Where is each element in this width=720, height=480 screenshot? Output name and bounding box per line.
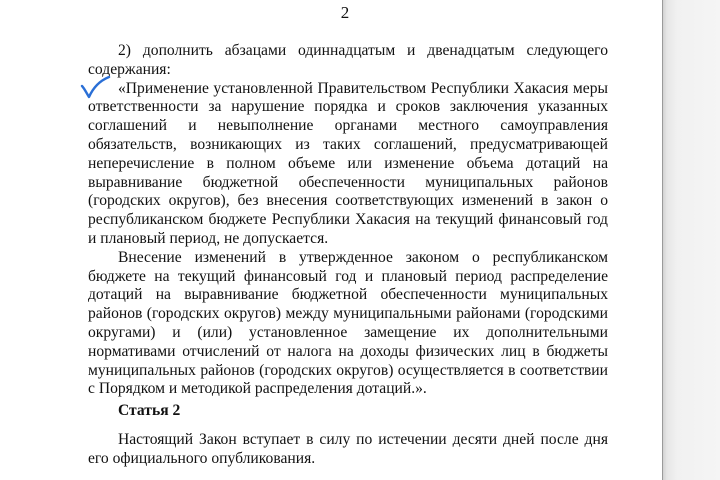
amendment-body — [88, 42, 608, 399]
amendment-paragraph-1: «Применение установленной Правительством Республики Хакасия меры ответственности за нарушение порядка и сроков заключения указанных соглашений и невыполнение органами местного самоуправления обязательств, возникающих из таких соглашений, предусматривающей неперечисление в полном объеме или изменение объема дотаций на выравнивание бюджетной обеспеченности муниципальных районов (городских округов), без внесения соответствующих изменений в закон о республиканском бюджете Республики Хакасия на текущий финансовый год и плановый период, не допускается. — [88, 79, 608, 247]
page-number: 2 — [340, 3, 350, 22]
amendment-paragraph-2: Внесение изменений в утвержденное законом о республиканском бюджете на текущий финансовый год и плановый период распределение дотаций на выравнивание бюджетной обеспеченности муниципальных районов (городских округов) между муниципальными районами (городскими округами) и (или) установленное замещение их дополнительными нормативами отчислений от налога на доходы физических лиц в бюджеты муниципальных районов (городских округов) осуществляется в соответствии с Порядком и методикой распределения дотаций.». — [88, 248, 608, 398]
viewer-gutter — [663, 0, 720, 480]
article-text: Настоящий Закон вступает в силу по истечении десяти дней после дня его официального опубликования. — [88, 431, 608, 467]
article-heading: Статья 2 — [118, 402, 181, 419]
checkmark-icon — [79, 76, 111, 100]
amendment-intro: 2) дополнить абзацами одиннадцатым и двенадцатым следующего содержания: — [88, 42, 608, 78]
